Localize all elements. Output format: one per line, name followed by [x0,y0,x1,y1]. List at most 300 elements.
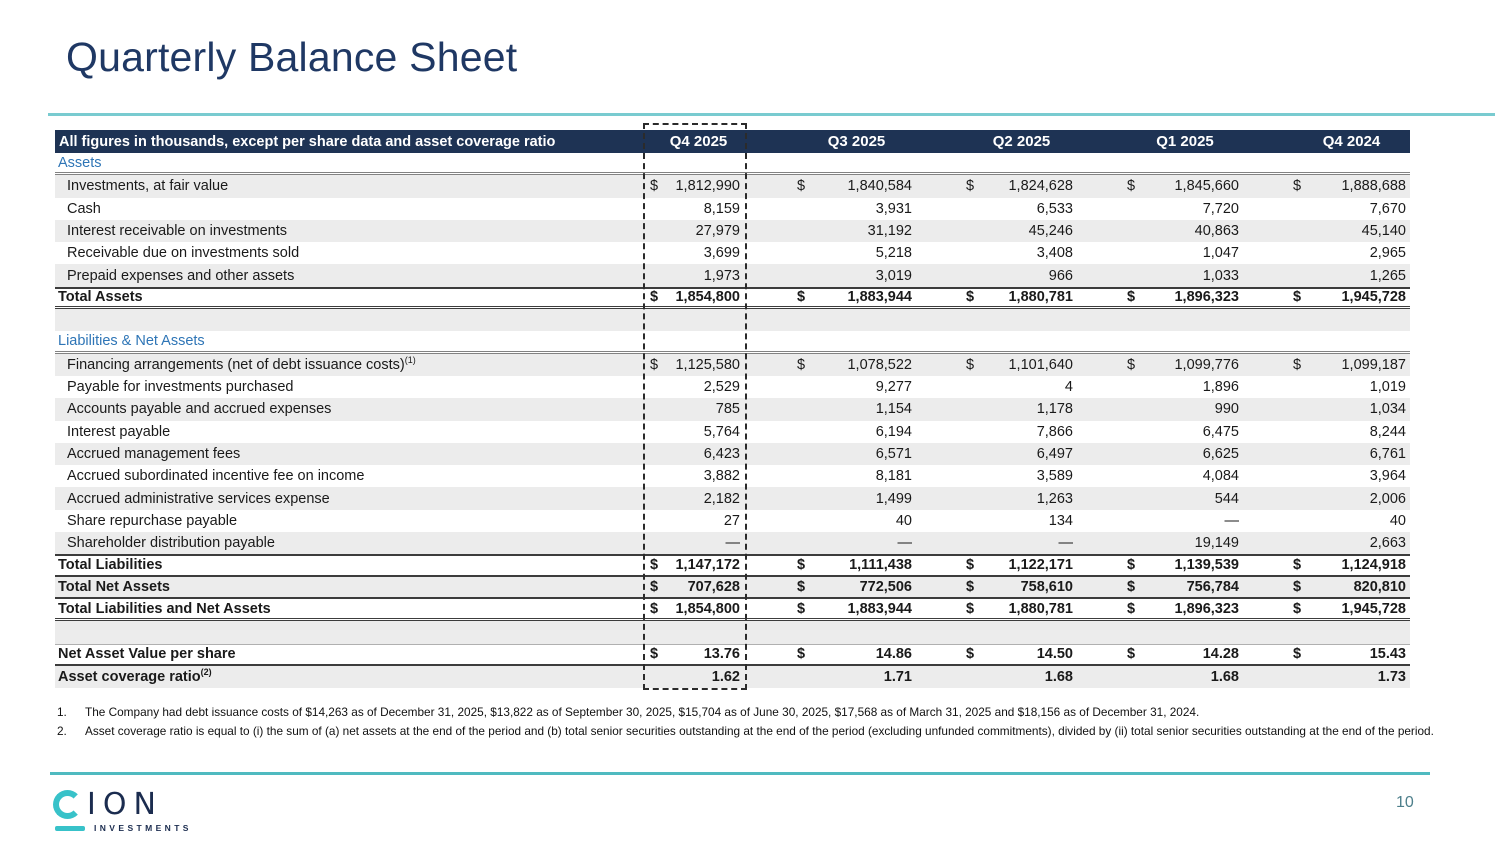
amount: 1,945,728 [1341,600,1406,617]
amount: 1,125,580 [675,356,740,373]
dollar-sign: $ [797,578,806,595]
amount: 7,720 [1202,200,1239,217]
amount: 6,625 [1202,446,1239,462]
cell-value [747,468,916,484]
amount: 1.71 [883,668,912,685]
amount: 27 [723,512,740,529]
row-label: Shareholder distribution payable [67,535,275,552]
cell-value [1077,446,1243,462]
cell-value [643,446,747,462]
amount: 1,845,660 [1174,178,1239,195]
amount: 1,178 [1036,401,1073,418]
amount: 6,475 [1202,423,1239,440]
cell-value [1243,268,1410,284]
cell-value [1243,245,1410,261]
amount: 2,006 [1369,490,1406,507]
cell-value [1077,245,1243,261]
table-row [55,554,1410,576]
cell-value [643,223,747,239]
dollar-sign: $ [966,356,975,373]
amount: 1.62 [711,668,740,685]
cell-value [916,289,1077,305]
dollar-sign: $ [1127,557,1136,574]
row-label: Cash [67,200,101,217]
table-row [55,198,1410,220]
dollar-sign: $ [797,289,806,306]
spacer-row [55,309,1410,331]
cell-value [916,357,1077,373]
dollar-sign: $ [650,557,659,574]
cell-value [916,446,1077,462]
table-row [55,354,1410,376]
section-header-row [55,331,1410,353]
cell-value [916,379,1077,395]
cell-value [1077,289,1243,305]
cell-value [1077,557,1243,573]
footnote-number: 1. [57,705,67,719]
cell-value [643,201,747,217]
amount: 1,139,539 [1174,557,1239,574]
cell-value [1077,579,1243,595]
amount: 6,761 [1369,446,1406,462]
amount: 4,084 [1202,468,1239,485]
dollar-sign: $ [1127,356,1136,373]
footnote-item [57,703,1439,722]
cion-logo-subtitle: INVESTMENTS [94,823,192,833]
amount: 1,099,187 [1341,356,1406,373]
amount: 1,019 [1369,379,1406,396]
cell-value [1243,178,1410,194]
amount: 7,670 [1369,200,1406,217]
amount: 1.68 [1044,668,1073,685]
amount: 1,888,688 [1341,178,1406,195]
table-row [55,443,1410,465]
amount: 14.50 [1036,646,1073,663]
footnote-text: Asset coverage ratio is equal to (i) the sum of (a) net assets at the end of the period and (b) total senior securities outstanding at the end of the period (excluding unfunded commitments), divided by (ii) total senior securities outstanding at the end of the period. [85,724,1434,739]
amount: 1,896 [1202,379,1239,396]
dollar-sign: $ [650,646,659,663]
cell-value [1077,268,1243,284]
amount: 758,610 [1020,578,1073,595]
amount: — [897,535,912,552]
amount: 1,840,584 [847,178,912,195]
dollar-sign: $ [1127,289,1136,306]
table-row [55,577,1410,599]
cell-value [916,513,1077,529]
cell-value [747,446,916,462]
cell-value [747,201,916,217]
cell-value [1077,357,1243,373]
cell-value [747,245,916,261]
dollar-sign: $ [797,557,806,574]
cell-value [643,468,747,484]
amount: 14.86 [875,646,912,663]
cell-value [747,424,916,440]
logo-teal-bar-icon [55,826,85,831]
amount: 19,149 [1194,535,1239,552]
cell-value [1077,491,1243,507]
cell-value [916,535,1077,551]
row-label: Accrued subordinated incentive fee on income [67,468,365,485]
cell-value [916,601,1077,617]
cell-value [643,379,747,395]
cell-value [643,646,747,662]
cell-value [747,268,916,284]
cell-value [1077,468,1243,484]
spacer-row [55,621,1410,643]
dollar-sign: $ [1293,646,1302,663]
dollar-sign: $ [1293,178,1302,195]
cell-value [1243,424,1410,440]
cell-value [916,401,1077,417]
cell-value [747,535,916,551]
amount: 1,047 [1202,245,1239,262]
amount: 1,883,944 [847,600,912,617]
amount: 707,628 [687,578,740,595]
cell-value [916,223,1077,239]
table-row [55,465,1410,487]
amount: 27,979 [695,223,740,240]
cell-value [747,513,916,529]
page-number: 10 [1396,794,1414,811]
dollar-sign: $ [1293,578,1302,595]
amount: 45,140 [1361,223,1406,240]
cell-value [643,289,747,305]
cell-value [1243,446,1410,462]
cell-value [747,646,916,662]
dollar-sign: $ [650,356,659,373]
row-label: Total Assets [58,289,143,306]
footnote-text: The Company had debt issuance costs of $14,263 as of December 31, 2025, $13,822 as of September 30, 2025, $15,704 as of June 30, 2025, $17,568 as of March 31, 2025 and $18,156 as of December 31, 2024. [85,705,1200,719]
cell-value [1243,646,1410,662]
cell-value [916,646,1077,662]
cion-logo-text: ION [87,787,163,822]
dollar-sign: $ [797,646,806,663]
column-header-q4-2024: Q4 2024 [1322,133,1381,150]
table-row [55,264,1410,286]
cell-value [1243,223,1410,239]
section-header-row [55,153,1410,175]
dollar-sign: $ [797,600,806,617]
amount: 1,124,918 [1341,557,1406,574]
dollar-sign: $ [650,289,659,306]
amount: 1,122,171 [1008,557,1073,574]
cell-value [1243,669,1410,685]
row-label: Total Liabilities [58,557,163,574]
column-header-q1-2025: Q1 2025 [1156,133,1214,150]
row-label: Accrued administrative services expense [67,490,330,507]
cell-value [643,491,747,507]
amount: 1,154 [875,401,912,418]
amount: 6,497 [1036,446,1073,462]
row-label: Prepaid expenses and other assets [67,267,295,284]
table-header-row [55,130,1410,153]
amount: 3,699 [703,245,740,262]
column-header-q2-2025: Q2 2025 [992,133,1051,150]
cell-value [747,223,916,239]
cell-value [1077,424,1243,440]
table-row [55,599,1410,621]
title-divider [48,113,1495,116]
cell-value [916,178,1077,194]
cell-value [643,424,747,440]
amount: 9,277 [875,379,912,396]
cell-value [1243,513,1410,529]
row-label: Accrued management fees [67,446,241,462]
cell-value [1077,401,1243,417]
amount: 4 [1064,379,1073,396]
amount: — [1058,535,1073,552]
amount: 772,506 [859,578,912,595]
dollar-sign: $ [1127,600,1136,617]
amount: 1,499 [875,490,912,507]
cell-value [747,669,916,685]
amount: 1,033 [1202,267,1239,284]
amount: 8,159 [703,200,740,217]
cell-value [747,491,916,507]
amount: 1,263 [1036,490,1073,507]
cell-value [643,669,747,685]
dollar-sign: $ [966,646,975,663]
amount: 40 [1389,512,1406,529]
cell-value [643,557,747,573]
dollar-sign: $ [1127,646,1136,663]
amount: 134 [1048,512,1073,529]
table-row [55,666,1410,688]
row-label: Asset coverage ratio$^{(2)}$ [58,667,212,685]
amount: 2,529 [703,379,740,396]
cell-value [916,669,1077,685]
amount: 1.68 [1210,668,1239,685]
amount: 990 [1214,401,1239,418]
table-row [55,242,1410,264]
cell-value [1243,535,1410,551]
dollar-sign: $ [966,557,975,574]
table-row [55,644,1410,666]
amount: 1,147,172 [675,557,740,574]
amount: 8,244 [1369,423,1406,440]
cell-value [1243,401,1410,417]
footnotes [57,703,1439,741]
cell-value [643,268,747,284]
row-label: Accounts payable and accrued expenses [67,401,332,418]
cell-value [747,379,916,395]
dollar-sign: $ [1127,578,1136,595]
dollar-sign: $ [650,178,659,195]
amount: 1,854,800 [675,600,740,617]
row-label: Net Asset Value per share [58,646,236,663]
amount: 45,246 [1028,223,1073,240]
cell-value [1243,491,1410,507]
cell-value [643,601,747,617]
amount: 1,099,776 [1174,356,1239,373]
cell-value [916,424,1077,440]
amount: 5,218 [875,245,912,262]
amount: 15.43 [1369,646,1406,663]
amount: 1,880,781 [1008,600,1073,617]
cell-value [643,401,747,417]
amount: 1,111,438 [849,557,912,574]
table-row [55,398,1410,420]
table-row [55,421,1410,443]
amount: 40 [895,512,912,529]
amount: 1,973 [703,267,740,284]
cell-value [747,178,916,194]
table-caption: All figures in thousands, except per share data and asset coverage ratio [59,133,556,150]
table-row [55,510,1410,532]
table-row [55,175,1410,197]
row-label: Interest payable [67,423,171,440]
amount: 1,883,944 [847,289,912,306]
dollar-sign: $ [797,356,806,373]
row-label: Liabilities & Net Assets [58,333,205,350]
amount: 1,265 [1369,267,1406,284]
amount: 1,896,323 [1174,289,1239,306]
table-body [55,153,1410,688]
amount: 820,810 [1353,578,1406,595]
column-header-q4-2025: Q4 2025 [669,133,728,150]
amount: 3,408 [1036,245,1073,262]
cion-logo-wordmark [53,787,192,822]
cion-logo [53,787,192,833]
balance-sheet-table [55,130,1410,688]
cell-value [747,601,916,617]
cell-value [916,468,1077,484]
row-label: Assets [58,154,102,171]
amount: 3,019 [875,267,912,284]
cell-value [1243,289,1410,305]
cell-value [1243,579,1410,595]
amount: — [1224,512,1239,529]
amount: 6,571 [875,446,912,462]
amount: 1,034 [1369,401,1406,418]
cell-value [747,401,916,417]
amount: 1,880,781 [1008,289,1073,306]
cell-value [1077,601,1243,617]
dollar-sign: $ [1293,289,1302,306]
table-row [55,287,1410,309]
dollar-sign: $ [1293,600,1302,617]
cell-value [1077,669,1243,685]
cell-value [1077,513,1243,529]
dollar-sign: $ [1127,178,1136,195]
cell-value [747,579,916,595]
amount: 1,945,728 [1341,289,1406,306]
amount: 3,931 [875,200,912,217]
amount: 1,824,628 [1008,178,1073,195]
cell-value [1077,379,1243,395]
cell-value [643,357,747,373]
footnote-item [57,722,1439,741]
cell-value [643,535,747,551]
cion-c-mark-icon [53,790,82,819]
footnote-number: 2. [57,724,67,739]
amount: 1,101,640 [1008,356,1073,373]
cell-value [643,579,747,595]
row-label: Financing arrangements (net of debt issuance costs)$^{(1)}$ [67,354,416,373]
amount: 1,896,323 [1174,600,1239,617]
amount: 8,181 [875,468,912,485]
amount: 3,964 [1369,468,1406,485]
amount: — [725,535,740,552]
amount: 2,965 [1369,245,1406,262]
amount: 966 [1048,267,1073,284]
table-row [55,376,1410,398]
cell-value [1243,201,1410,217]
cell-value [1077,646,1243,662]
cell-value [747,357,916,373]
cell-value [1077,535,1243,551]
amount: 544 [1214,490,1239,507]
amount: 1,078,522 [847,356,912,373]
amount: 40,863 [1194,223,1239,240]
row-label: Interest receivable on investments [67,223,288,240]
dollar-sign: $ [650,578,659,595]
cell-value [643,245,747,261]
amount: 1.73 [1377,668,1406,685]
cell-value [916,268,1077,284]
amount: 3,589 [1036,468,1073,485]
amount: 13.76 [703,646,740,663]
amount: 31,192 [867,223,912,240]
cell-value [1077,178,1243,194]
dollar-sign: $ [966,578,975,595]
cion-logo-subtitle-row [53,823,192,833]
row-label: Total Net Assets [58,578,170,595]
amount: 1,812,990 [675,178,740,195]
amount: 2,182 [703,490,740,507]
cell-value [916,201,1077,217]
table-row [55,487,1410,509]
amount: 3,882 [703,468,740,485]
cell-value [643,513,747,529]
dollar-sign: $ [650,600,659,617]
cell-value [1243,601,1410,617]
dollar-sign: $ [1293,557,1302,574]
column-header-q3-2025: Q3 2025 [827,133,886,150]
cell-value [916,579,1077,595]
page-title: Quarterly Balance Sheet [66,34,518,80]
amount: 7,866 [1036,423,1073,440]
dollar-sign: $ [797,178,806,195]
row-label: Share repurchase payable [67,512,238,529]
cell-value [1077,223,1243,239]
amount: 14.28 [1202,646,1239,663]
amount: 756,784 [1186,578,1239,595]
row-label: Total Liabilities and Net Assets [58,600,271,617]
row-label: Receivable due on investments sold [67,245,300,262]
row-label: Investments, at fair value [67,178,229,195]
cell-value [1077,201,1243,217]
cell-value [1243,468,1410,484]
amount: 1,854,800 [675,289,740,306]
cell-value [747,289,916,305]
dollar-sign: $ [966,289,975,306]
cell-value [1243,357,1410,373]
cell-value [916,557,1077,573]
amount: 5,764 [703,423,740,440]
amount: 2,663 [1369,535,1406,552]
dollar-sign: $ [966,178,975,195]
table-row [55,220,1410,242]
amount: 6,194 [875,423,912,440]
footer-divider [50,772,1430,775]
row-label: Payable for investments purchased [67,379,294,396]
cell-value [916,491,1077,507]
cell-value [643,178,747,194]
dollar-sign: $ [966,600,975,617]
amount: 6,423 [703,446,740,462]
